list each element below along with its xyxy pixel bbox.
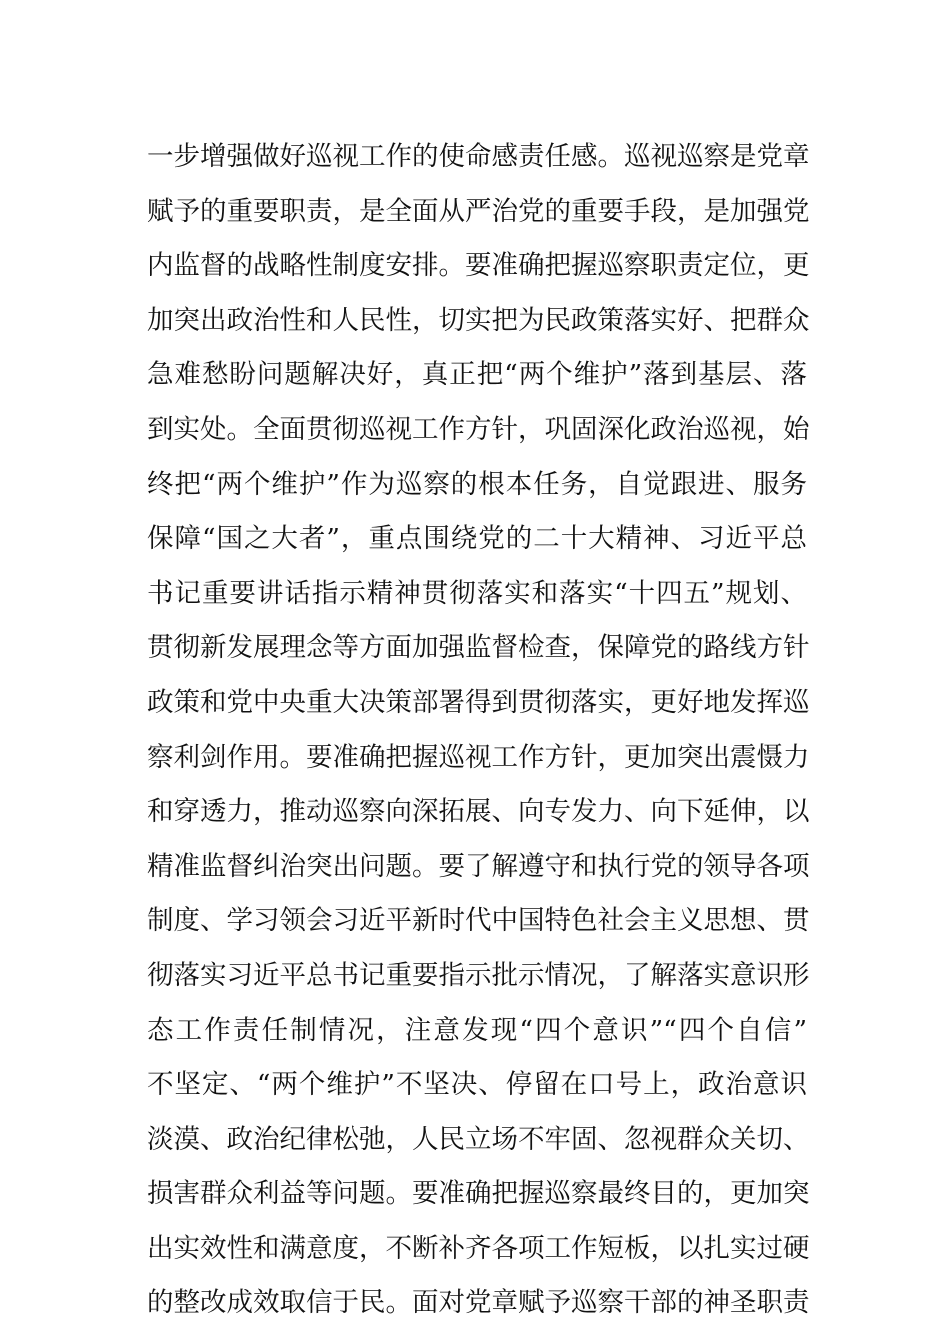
- text-line: 终把“两个维护”作为巡察的根本任务，自觉跟进、服务: [147, 468, 807, 500]
- text-line: 的整改成效取信于民。面对党章赋予巡察干部的神圣职责: [147, 1287, 810, 1319]
- text-line: 制度、学习领会习近平新时代中国特色社会主义思想、贯: [147, 905, 810, 937]
- body-paragraph: [147, 130, 810, 1331]
- text-line: 淡漠、政治纪律松弛，人民立场不牢固、忽视群众关切、: [147, 1123, 810, 1155]
- text-line: 一步增强做好巡视工作的使命感责任感。巡视巡察是党章: [147, 141, 810, 172]
- text-line: 到实处。全面贯彻巡视工作方针，巩固深化政治巡视，始: [147, 413, 810, 445]
- text-line: 赋予的重要职责，是全面从严治党的重要手段，是加强党: [147, 195, 810, 227]
- text-line: 态工作责任制情况，注意发现“四个意识”“四个自信”: [147, 1014, 807, 1046]
- text-line: 精准监督纠治突出问题。要了解遵守和执行党的领导各项: [147, 850, 810, 882]
- text-line: 政策和党中央重大决策部署得到贯彻落实，更好地发挥巡: [147, 686, 810, 718]
- text-line: 彻落实习近平总书记重要指示批示情况，了解落实意识形: [147, 959, 810, 991]
- text-line: 加突出政治性和人民性，切实把为民政策落实好、把群众: [147, 304, 810, 336]
- text-line: 出实效性和满意度，不断补齐各项工作短板，以扎实过硬: [147, 1232, 810, 1264]
- text-line: 急难愁盼问题解决好，真正把“两个维护”落到基层、落: [147, 359, 807, 391]
- text-line: 不坚定、“两个维护”不坚决、停留在口号上，政治意识: [147, 1069, 807, 1101]
- text-line: 损害群众利益等问题。要准确把握巡察最终目的，更加突: [147, 1178, 810, 1210]
- text-line: 书记重要讲话指示精神贯彻落实和落实“十四五”规划、: [147, 577, 807, 609]
- text-line: 和穿透力，推动巡察向深拓展、向专发力、向下延伸，以: [147, 796, 810, 828]
- text-line: 贯彻新发展理念等方面加强监督检查，保障党的路线方针: [147, 632, 810, 664]
- text-line: 内监督的战略性制度安排。要准确把握巡察职责定位，更: [147, 250, 810, 282]
- text-line: 察利剑作用。要准确把握巡视工作方针，更加突出震慑力: [147, 741, 810, 773]
- text-line: 保障“国之大者”，重点围绕党的二十大精神、习近平总: [147, 523, 807, 555]
